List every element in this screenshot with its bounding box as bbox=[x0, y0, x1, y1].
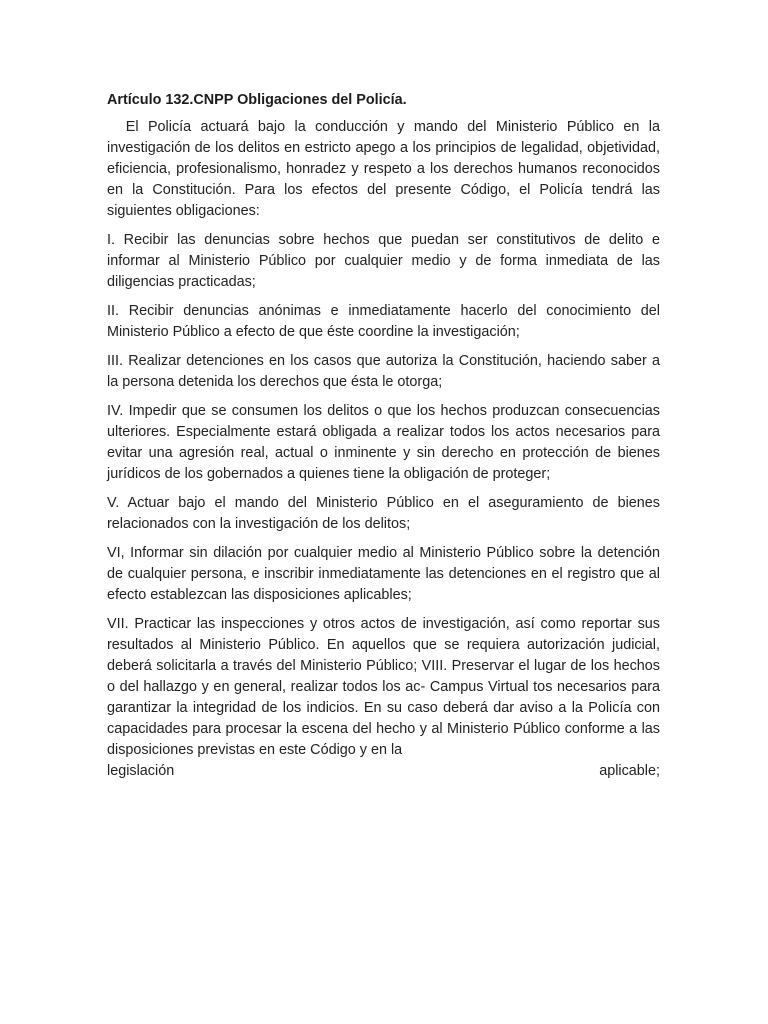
obligation-vii-last-line bbox=[107, 761, 660, 782]
obligation-vi: VI, Informar sin dilación por cualquier medio al Ministerio Público sobre la detención de cualquier persona, e inscribir inmediatamente las detenciones en el registro que al efecto establezcan las disposiciones aplicables; bbox=[107, 545, 660, 603]
intro-paragraph: El Policía actuará bajo la conducción y mando del Ministerio Público en la investigación de los delitos en estricto apego a los principios de legalidad, objetividad, eficiencia, profesionalismo, honradez y respeto a los derechos humanos reconocidos en la Constitución. Para los efectos del presente Código, el Policía tendrá las siguientes obligaciones: bbox=[107, 119, 660, 219]
last-line-right: aplicable; bbox=[599, 763, 660, 779]
last-line-left: legislación bbox=[107, 763, 175, 779]
obligation-ii: II. Recibir denuncias anónimas e inmediatamente hacerlo del conocimiento del Ministerio Público a efecto de que éste coordine la investigación; bbox=[107, 303, 660, 340]
obligation-vii: VII. Practicar las inspecciones y otros actos de investigación, así como reportar sus resultados al Ministerio Público. En aquellos que se requiera autorización judicial, deberá solicitarla a través del Ministerio Público; VIII. Preservar el lugar de los hechos o del hallazgo y en general, realizar todos los ac- Campus Virtual tos necesarios para garantizar la integridad de los indicios. En su caso deberá dar aviso a la Policía con capacidades para procesar la escena del hecho y al Ministerio Público conforme a las disposiciones previstas en este Código y en la bbox=[107, 616, 660, 758]
obligation-i: I. Recibir las denuncias sobre hechos que puedan ser constitutivos de delito e informar al Ministerio Público por cualquier medio y de forma inmediata de las diligencias practicadas; bbox=[107, 232, 660, 290]
article-title: Artículo 132.CNPP Obligaciones del Policía. bbox=[107, 92, 407, 108]
obligation-vii-block bbox=[107, 614, 660, 782]
obligation-iii: III. Realizar detenciones en los casos que autoriza la Constitución, haciendo saber a la persona detenida los derechos que ésta le otorga; bbox=[107, 353, 660, 390]
document-page bbox=[107, 90, 660, 782]
obligation-v: V. Actuar bajo el mando del Ministerio Público en el aseguramiento de bienes relacionados con la investigación de los delitos; bbox=[107, 495, 660, 532]
obligation-iv: IV. Impedir que se consumen los delitos o que los hechos produzcan consecuencias ulteriores. Especialmente estará obligada a realizar todos los actos necesarios para evitar una agresión real, actual o inminente y sin derecho en protección de bienes jurídicos de los gobernados a quienes tiene la obligación de proteger; bbox=[107, 403, 660, 482]
